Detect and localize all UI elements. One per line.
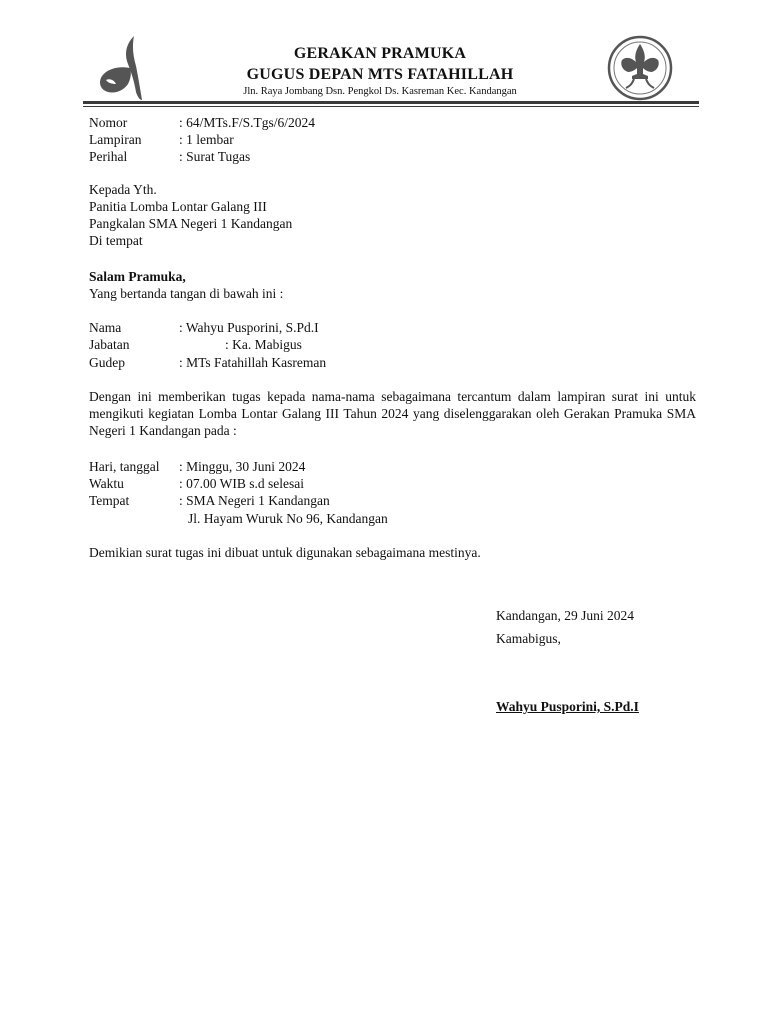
event-value-time: : 07.00 WIB s.d selesai [179, 476, 304, 491]
meta-value-nomor: : 64/MTs.F/S.Tgs/6/2024 [179, 115, 315, 130]
meta-value-lampiran: : 1 lembar [179, 132, 234, 147]
recipient-line: Pangkalan SMA Negeri 1 Kandangan [89, 216, 293, 231]
header-divider-thick [83, 101, 699, 104]
signer-value-nama: : Wahyu Pusporini, S.Pd.I [179, 320, 319, 335]
signature-name: Wahyu Pusporini, S.Pd.I [496, 699, 639, 714]
org-title-line2: GUGUS DEPAN MTS FATAHILLAH [246, 66, 514, 83]
event-label-place: Tempat [89, 493, 130, 508]
signature-place-date: Kandangan, 29 Juni 2024 [496, 608, 634, 623]
meta-value-perihal: : Surat Tugas [179, 149, 251, 164]
event-label-time: Waktu [89, 476, 124, 491]
event-value-place: : SMA Negeri 1 Kandangan [179, 493, 330, 508]
greeting: Salam Pramuka, [89, 269, 186, 284]
event-address: Jl. Hayam Wuruk No 96, Kandangan [188, 511, 388, 526]
org-address: Jln. Raya Jombang Dsn. Pengkol Ds. Kasreman Kec. Kandangan [243, 86, 517, 97]
body-paragraph: Dengan ini memberikan tugas kepada nama-nama sebagaimana tercantum dalam lampiran surat ini untuk mengikuti kegiatan Lomba Lontar Galang III Tahun 2024 yang diselenggarakan oleh Gerakan Pramuka SMA Negeri 1 Kandangan pada : [89, 389, 696, 438]
event-label-date: Hari, tanggal [89, 459, 160, 474]
meta-label-nomor: Nomor [89, 115, 128, 130]
intro-text: Yang bertanda tangan di bawah ini : [89, 286, 284, 301]
recipient-line: Kepada Yth. [89, 182, 157, 197]
event-value-date: : Minggu, 30 Juni 2024 [179, 459, 306, 474]
recipient-line: Di tempat [89, 233, 143, 248]
meta-label-perihal: Perihal [89, 149, 128, 164]
signature-position: Kamabigus, [496, 631, 561, 646]
closing-text: Demikian surat tugas ini dibuat untuk digunakan sebagaimana mestinya. [89, 545, 481, 560]
signer-label-nama: Nama [89, 320, 122, 335]
signer-label-jabatan: Jabatan [89, 337, 130, 352]
org-title-line1: GERAKAN PRAMUKA [293, 45, 467, 62]
meta-label-lampiran: Lampiran [89, 132, 142, 147]
signer-label-gudep: Gudep [89, 355, 125, 370]
signer-value-gudep: : MTs Fatahillah Kasreman [179, 355, 327, 370]
signer-value-jabatan: : Ka. Mabigus [225, 337, 302, 352]
header-divider-thin [83, 106, 699, 107]
recipient-line: Panitia Lomba Lontar Galang III [89, 199, 267, 214]
